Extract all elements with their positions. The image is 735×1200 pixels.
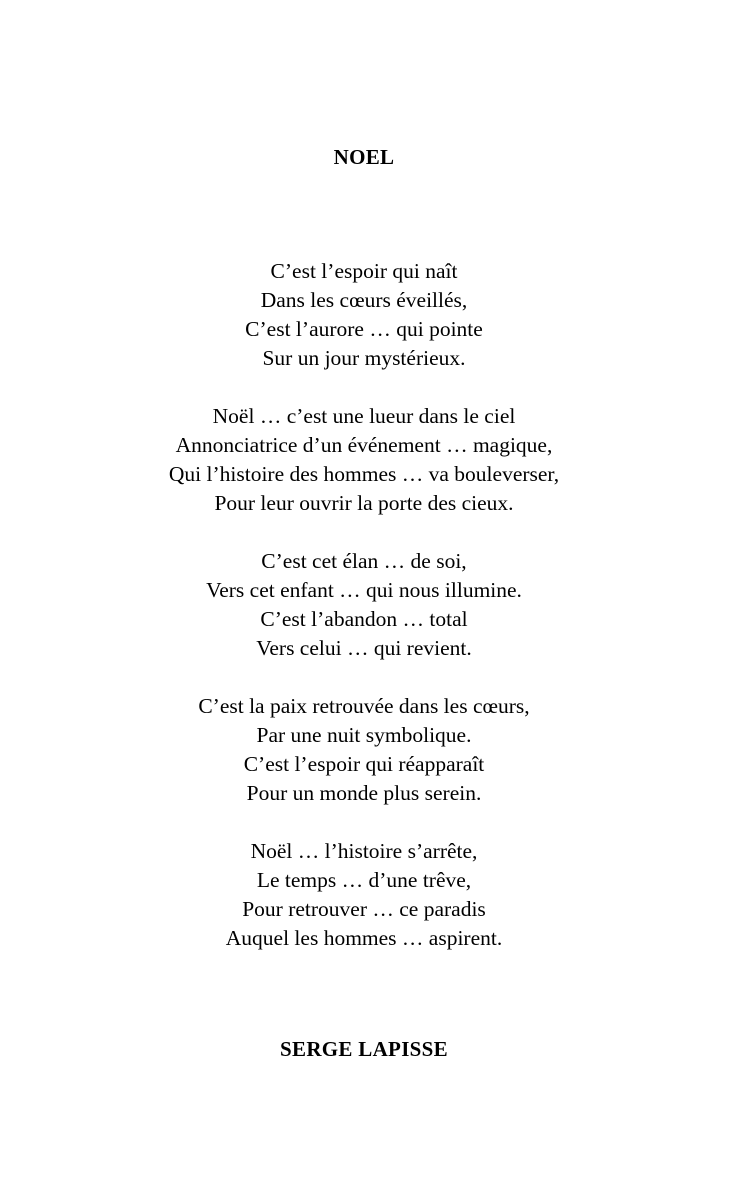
poem-line: Vers cet enfant … qui nous illumine. — [206, 578, 522, 602]
poem-body — [0, 257, 728, 953]
poem-line: C’est l’aurore … qui pointe — [245, 317, 483, 341]
poem-line: Noël … c’est une lueur dans le ciel — [212, 404, 516, 428]
poem-line: Qui l’histoire des hommes … va bouleverser, — [168, 462, 560, 486]
stanza-1 — [0, 257, 728, 373]
stanza-3 — [0, 547, 728, 663]
poem-line: C’est l’abandon … total — [260, 607, 468, 631]
poem-line: Vers celui … qui revient. — [256, 636, 472, 660]
poem-line: C’est la paix retrouvée dans les cœurs, — [198, 694, 530, 718]
poem-author: SERGE LAPISSE — [280, 1037, 448, 1061]
poem-line: Dans les cœurs éveillés, — [260, 288, 468, 312]
poem-line: C’est l’espoir qui réapparaît — [243, 752, 485, 776]
poem-line: Pour leur ouvrir la porte des cieux. — [214, 491, 514, 515]
poem-line: Pour retrouver … ce paradis — [242, 897, 486, 921]
poem-line: Pour un monde plus serein. — [246, 781, 482, 805]
poem-line: Sur un jour mystérieux. — [262, 346, 466, 370]
poem-line: C’est l’espoir qui naît — [270, 259, 458, 283]
poem-title: NOEL — [333, 145, 395, 169]
poem-line: Noël … l’histoire s’arrête, — [250, 839, 478, 863]
stanza-2 — [0, 402, 728, 518]
poem-line: C’est cet élan … de soi, — [261, 549, 467, 573]
poem-line: Le temps … d’une trêve, — [256, 868, 472, 892]
poem-line: Auquel les hommes … aspirent. — [225, 926, 503, 950]
stanza-5 — [0, 837, 728, 953]
poem-line: Annonciatrice d’un événement … magique, — [175, 433, 553, 457]
poem-line: Par une nuit symbolique. — [256, 723, 472, 747]
stanza-4 — [0, 692, 728, 808]
